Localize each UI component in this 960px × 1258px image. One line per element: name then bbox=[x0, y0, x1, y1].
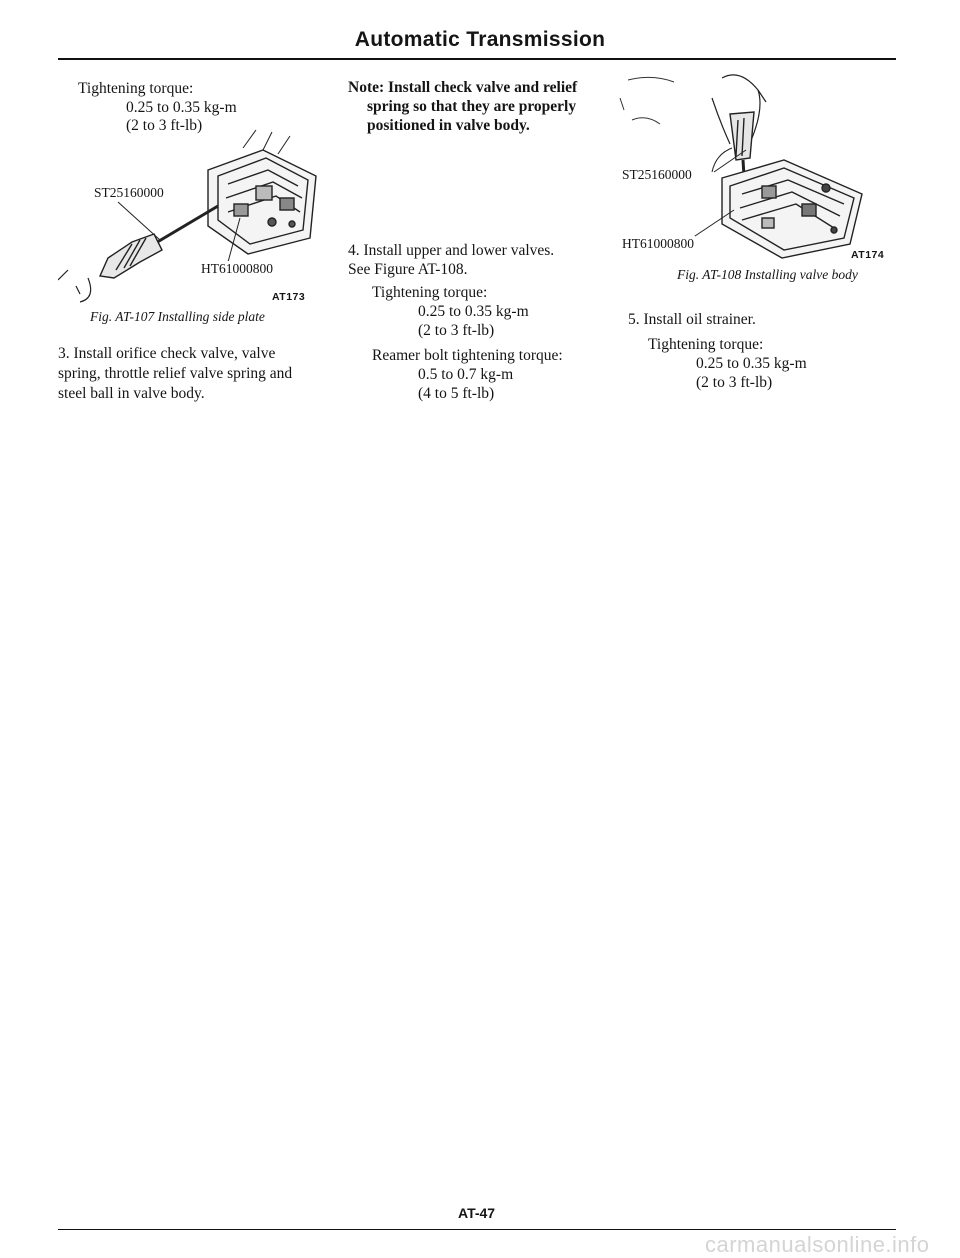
middle-torque-title: Tightening torque: bbox=[372, 284, 488, 301]
fig107-code: AT173 bbox=[272, 291, 306, 303]
fig108-caption: Fig. AT-108 Installing valve body bbox=[677, 267, 858, 282]
right-torque-value2: (2 to 3 ft-lb) bbox=[696, 374, 773, 391]
right-torque-title: Tightening torque: bbox=[648, 336, 764, 353]
hand-sketch bbox=[58, 270, 91, 302]
left-torque-value1: 0.25 to 0.35 kg-m bbox=[126, 99, 237, 116]
footer-rule bbox=[58, 1229, 896, 1230]
left-torque-value2: (2 to 3 ft-lb) bbox=[126, 117, 203, 134]
left-torque-title: Tightening torque: bbox=[78, 80, 194, 97]
left-step3-line1: 3. Install orifice check valve, valve bbox=[58, 345, 276, 362]
left-step3-line3: steel ball in valve body. bbox=[58, 385, 205, 402]
fig107-caption: Fig. AT-107 Installing side plate bbox=[90, 309, 265, 324]
right-torque-value1: 0.25 to 0.35 kg-m bbox=[696, 355, 807, 372]
middle-step4-line1: 4. Install upper and lower valves. bbox=[348, 242, 555, 259]
left-step3-line2: spring, throttle relief valve spring and bbox=[58, 365, 293, 382]
fig107-label-st: ST25160000 bbox=[94, 185, 164, 200]
fig-at108-illustration bbox=[612, 68, 896, 260]
middle-note-line3: positioned in valve body. bbox=[367, 117, 530, 134]
header-rule bbox=[58, 58, 896, 60]
middle-step4-line2: See Figure AT-108. bbox=[348, 261, 468, 278]
page-number: AT-47 bbox=[458, 1205, 496, 1221]
fig-at107-illustration bbox=[58, 128, 328, 303]
fig107-label-ht: HT61000800 bbox=[201, 261, 273, 276]
hand-sketch-left bbox=[620, 77, 674, 124]
middle-reamer-title: Reamer bolt tightening torque: bbox=[372, 347, 563, 364]
middle-reamer-value1: 0.5 to 0.7 kg-m bbox=[418, 366, 514, 383]
watermark-text: carmanualsonline.info bbox=[705, 1232, 930, 1257]
right-step5: 5. Install oil strainer. bbox=[628, 311, 756, 328]
leader-st bbox=[714, 150, 746, 172]
middle-note-line1: Note: Install check valve and relief bbox=[348, 79, 578, 96]
fig108-label-st: ST25160000 bbox=[622, 167, 692, 182]
fig108-code: AT174 bbox=[851, 249, 885, 261]
middle-torque-value2: (2 to 3 ft-lb) bbox=[418, 322, 495, 339]
valve-body bbox=[712, 148, 862, 258]
page-title: Automatic Transmission bbox=[354, 28, 606, 51]
middle-reamer-value2: (4 to 5 ft-lb) bbox=[418, 385, 495, 402]
middle-torque-value1: 0.25 to 0.35 kg-m bbox=[418, 303, 529, 320]
leader-st bbox=[118, 202, 160, 240]
fig108-label-ht: HT61000800 bbox=[622, 236, 694, 251]
side-plate-valve-body bbox=[208, 130, 316, 254]
middle-note-line2: spring so that they are properly bbox=[367, 98, 577, 115]
